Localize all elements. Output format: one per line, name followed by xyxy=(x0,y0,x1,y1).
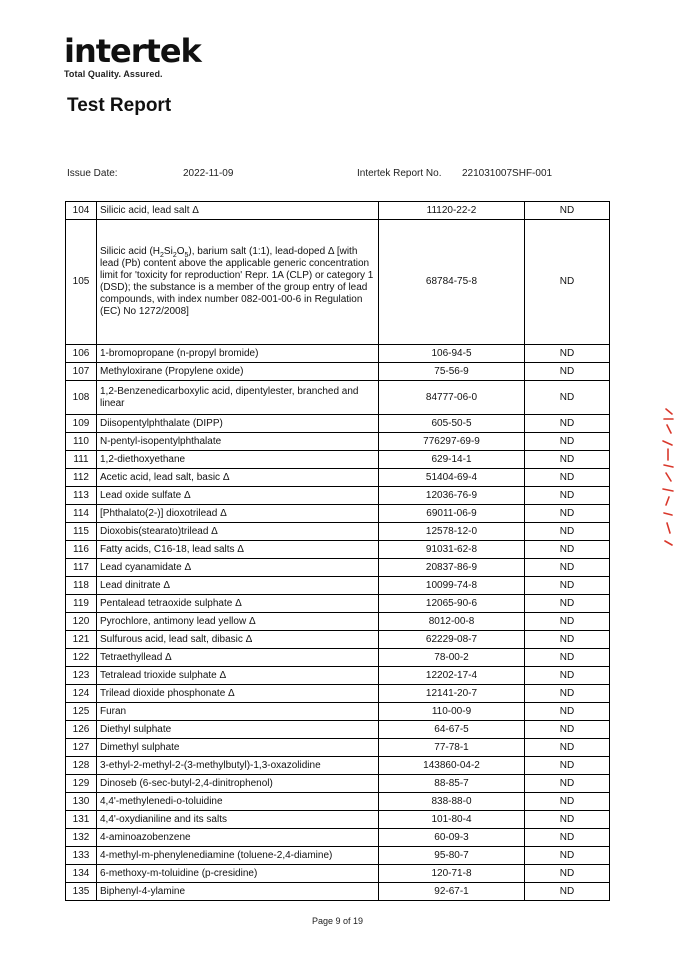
cas-number: 60-09-3 xyxy=(379,829,525,847)
table-row xyxy=(66,541,610,559)
row-number: 112 xyxy=(66,469,97,487)
substance-name: Dinoseb (6-sec-butyl-2,4-dinitrophenol) xyxy=(97,775,379,793)
table-row xyxy=(66,847,610,865)
table-row xyxy=(66,685,610,703)
row-number: 122 xyxy=(66,649,97,667)
substance-name: Biphenyl-4-ylamine xyxy=(97,883,379,901)
cas-number: 8012-00-8 xyxy=(379,613,525,631)
table-row xyxy=(66,451,610,469)
substance-name: Pyrochlore, antimony lead yellow Δ xyxy=(97,613,379,631)
test-result: ND xyxy=(525,739,610,757)
table-row xyxy=(66,202,610,220)
cas-number: 78-00-2 xyxy=(379,649,525,667)
substance-name: Fatty acids, C16-18, lead salts Δ xyxy=(97,541,379,559)
stamp-stroke xyxy=(665,541,672,545)
cas-number: 120-71-8 xyxy=(379,865,525,883)
cas-number: 62229-08-7 xyxy=(379,631,525,649)
test-result: ND xyxy=(525,415,610,433)
table-row xyxy=(66,739,610,757)
cas-number: 68784-75-8 xyxy=(379,220,525,345)
table-row xyxy=(66,811,610,829)
row-number: 118 xyxy=(66,577,97,595)
substance-name: Dioxobis(stearato)trilead Δ xyxy=(97,523,379,541)
substance-name: Furan xyxy=(97,703,379,721)
test-result: ND xyxy=(525,505,610,523)
substance-name: Dimethyl sulphate xyxy=(97,739,379,757)
substance-name: 6-methoxy-m-toluidine (p-cresidine) xyxy=(97,865,379,883)
cas-number: 110-00-9 xyxy=(379,703,525,721)
substance-name: 1,2-Benzenedicarboxylic acid, dipentylester, branched and linear xyxy=(97,381,379,415)
cas-number: 92-67-1 xyxy=(379,883,525,901)
stamp-stroke xyxy=(667,425,671,433)
substance-name: Diisopentylphthalate (DIPP) xyxy=(97,415,379,433)
formula-subscript: 5 xyxy=(184,252,189,259)
row-number: 116 xyxy=(66,541,97,559)
table-row xyxy=(66,649,610,667)
stamp-marks xyxy=(663,409,673,545)
table-row xyxy=(66,829,610,847)
table-row xyxy=(66,345,610,363)
table-row xyxy=(66,595,610,613)
cas-number: 11120-22-2 xyxy=(379,202,525,220)
test-result: ND xyxy=(525,487,610,505)
row-number: 107 xyxy=(66,363,97,381)
substance-name xyxy=(97,220,379,345)
table-row xyxy=(66,775,610,793)
test-result: ND xyxy=(525,541,610,559)
cas-number: 88-85-7 xyxy=(379,775,525,793)
row-number: 125 xyxy=(66,703,97,721)
substance-name: N-pentyl-isopentylphthalate xyxy=(97,433,379,451)
substance-name: Diethyl sulphate xyxy=(97,721,379,739)
row-number: 135 xyxy=(66,883,97,901)
row-number: 111 xyxy=(66,451,97,469)
table-row xyxy=(66,381,610,415)
stamp-stroke xyxy=(664,513,672,515)
test-result: ND xyxy=(525,811,610,829)
test-result: ND xyxy=(525,649,610,667)
test-result: ND xyxy=(525,523,610,541)
substance-text: Si xyxy=(163,246,173,257)
substance-name: 1-bromopropane (n-propyl bromide) xyxy=(97,345,379,363)
cas-number: 51404-69-4 xyxy=(379,469,525,487)
test-result: ND xyxy=(525,703,610,721)
page-title: Test Report xyxy=(67,95,172,116)
stamp-stroke xyxy=(663,489,673,491)
page-number: Page 9 of 19 xyxy=(311,916,364,926)
table-row xyxy=(66,631,610,649)
brand-name: intertek xyxy=(64,32,201,70)
formula-subscript: 2 xyxy=(160,252,164,259)
cas-number: 12141-20-7 xyxy=(379,685,525,703)
cas-number: 106-94-5 xyxy=(379,345,525,363)
cas-number: 95-80-7 xyxy=(379,847,525,865)
cas-number: 84777-06-0 xyxy=(379,381,525,415)
test-result: ND xyxy=(525,613,610,631)
substance-name: Lead dinitrate Δ xyxy=(97,577,379,595)
row-number: 114 xyxy=(66,505,97,523)
cas-number: 101-80-4 xyxy=(379,811,525,829)
substance-name: Pentalead tetraoxide sulphate Δ xyxy=(97,595,379,613)
report-no-value: 221031007SHF-001 xyxy=(462,168,553,179)
row-number: 134 xyxy=(66,865,97,883)
row-number: 115 xyxy=(66,523,97,541)
test-result: ND xyxy=(525,595,610,613)
row-number: 106 xyxy=(66,345,97,363)
issue-date-label: Issue Date: xyxy=(67,168,118,179)
table-row xyxy=(66,415,610,433)
table-row xyxy=(66,613,610,631)
test-result: ND xyxy=(525,721,610,739)
test-result: ND xyxy=(525,883,610,901)
substance-text: ), barium salt (1:1), lead-doped Δ [with lead (Pb) content above the applicable generic concentration limit for 'toxicity for reproduction' Repr. 1A (CLP) or category 1 (DSD); the substance is a member of the group entry of lead compounds, with index number 082-001-00-6 in Regulation (EC) No 1272/2008] xyxy=(100,246,374,317)
table-row xyxy=(66,703,610,721)
row-number: 117 xyxy=(66,559,97,577)
cas-number: 776297-69-9 xyxy=(379,433,525,451)
stamp-stroke xyxy=(666,497,669,505)
row-number: 109 xyxy=(66,415,97,433)
cas-number: 10099-74-8 xyxy=(379,577,525,595)
stamp-stroke xyxy=(666,409,672,414)
cas-number: 69011-06-9 xyxy=(379,505,525,523)
table-row xyxy=(66,865,610,883)
substance-table xyxy=(65,201,610,901)
row-number: 126 xyxy=(66,721,97,739)
substance-text: Silicic acid (H xyxy=(100,246,161,257)
row-number: 130 xyxy=(66,793,97,811)
cas-number: 605-50-5 xyxy=(379,415,525,433)
row-number: 132 xyxy=(66,829,97,847)
cas-number: 12578-12-0 xyxy=(379,523,525,541)
cas-number: 12065-90-6 xyxy=(379,595,525,613)
test-result: ND xyxy=(525,433,610,451)
cas-number: 838-88-0 xyxy=(379,793,525,811)
row-number: 105 xyxy=(66,220,97,345)
cas-number: 75-56-9 xyxy=(379,363,525,381)
cas-number: 12036-76-9 xyxy=(379,487,525,505)
test-result: ND xyxy=(525,667,610,685)
table-row xyxy=(66,577,610,595)
substance-name: Lead cyanamidate Δ xyxy=(97,559,379,577)
test-result: ND xyxy=(525,847,610,865)
table-row xyxy=(66,433,610,451)
substance-name: Trilead dioxide phosphonate Δ xyxy=(97,685,379,703)
row-number: 124 xyxy=(66,685,97,703)
row-number: 113 xyxy=(66,487,97,505)
substance-name: 4-methyl-m-phenylenediamine (toluene-2,4-diamine) xyxy=(97,847,379,865)
substance-name: 1,2-diethoxyethane xyxy=(97,451,379,469)
test-result: ND xyxy=(525,631,610,649)
test-result: ND xyxy=(525,793,610,811)
test-result: ND xyxy=(525,345,610,363)
test-result: ND xyxy=(525,202,610,220)
test-result: ND xyxy=(525,559,610,577)
cas-number: 77-78-1 xyxy=(379,739,525,757)
row-number: 104 xyxy=(66,202,97,220)
test-result: ND xyxy=(525,775,610,793)
substance-name: Acetic acid, lead salt, basic Δ xyxy=(97,469,379,487)
row-number: 119 xyxy=(66,595,97,613)
substance-name: 4-aminoazobenzene xyxy=(97,829,379,847)
test-result: ND xyxy=(525,363,610,381)
cas-number: 64-67-5 xyxy=(379,721,525,739)
table-row xyxy=(66,793,610,811)
issue-date-value: 2022-11-09 xyxy=(183,168,234,179)
red-stamp-fragment xyxy=(660,405,675,550)
substance-name: Tetraethyllead Δ xyxy=(97,649,379,667)
substance-name: Methyloxirane (Propylene oxide) xyxy=(97,363,379,381)
stamp-stroke xyxy=(663,441,672,445)
substance-table-body xyxy=(66,202,610,901)
intertek-logo xyxy=(64,34,201,79)
row-number: 121 xyxy=(66,631,97,649)
substance-name: Lead oxide sulfate Δ xyxy=(97,487,379,505)
brand-tagline: Total Quality. Assured. xyxy=(64,69,163,79)
table-row xyxy=(66,363,610,381)
table-row xyxy=(66,220,610,345)
row-number: 133 xyxy=(66,847,97,865)
table-row xyxy=(66,757,610,775)
row-number: 123 xyxy=(66,667,97,685)
test-result: ND xyxy=(525,451,610,469)
table-row xyxy=(66,487,610,505)
substance-name: Sulfurous acid, lead salt, dibasic Δ xyxy=(97,631,379,649)
row-number: 120 xyxy=(66,613,97,631)
substance-name: Silicic acid, lead salt Δ xyxy=(97,202,379,220)
substance-text: O xyxy=(176,246,185,257)
row-number: 108 xyxy=(66,381,97,415)
test-result: ND xyxy=(525,685,610,703)
substance-name: 4,4'-oxydianiline and its salts xyxy=(97,811,379,829)
row-number: 110 xyxy=(66,433,97,451)
cas-number: 629-14-1 xyxy=(379,451,525,469)
cas-number: 143860-04-2 xyxy=(379,757,525,775)
row-number: 131 xyxy=(66,811,97,829)
row-number: 127 xyxy=(66,739,97,757)
test-result: ND xyxy=(525,757,610,775)
row-number: 129 xyxy=(66,775,97,793)
substance-name: 4,4'-methylenedi-o-toluidine xyxy=(97,793,379,811)
substance-name: 3-ethyl-2-methyl-2-(3-methylbutyl)-1,3-oxazolidine xyxy=(97,757,379,775)
stamp-stroke xyxy=(667,523,670,533)
substance-name: Tetralead trioxide sulphate Δ xyxy=(97,667,379,685)
cas-number: 12202-17-4 xyxy=(379,667,525,685)
stamp-stroke xyxy=(666,473,671,481)
test-result: ND xyxy=(525,577,610,595)
test-result: ND xyxy=(525,220,610,345)
test-result: ND xyxy=(525,381,610,415)
table-row xyxy=(66,523,610,541)
test-result: ND xyxy=(525,829,610,847)
table-row xyxy=(66,505,610,523)
stamp-stroke xyxy=(664,465,673,467)
cas-number: 91031-62-8 xyxy=(379,541,525,559)
table-row xyxy=(66,469,610,487)
test-result: ND xyxy=(525,469,610,487)
cas-number: 20837-86-9 xyxy=(379,559,525,577)
table-row xyxy=(66,721,610,739)
row-number: 128 xyxy=(66,757,97,775)
report-no-label: Intertek Report No. xyxy=(357,168,442,179)
table-row xyxy=(66,667,610,685)
test-result: ND xyxy=(525,865,610,883)
table-row xyxy=(66,883,610,901)
substance-name: [Phthalato(2-)] dioxotrilead Δ xyxy=(97,505,379,523)
formula-subscript: 2 xyxy=(172,252,177,259)
table-row xyxy=(66,559,610,577)
